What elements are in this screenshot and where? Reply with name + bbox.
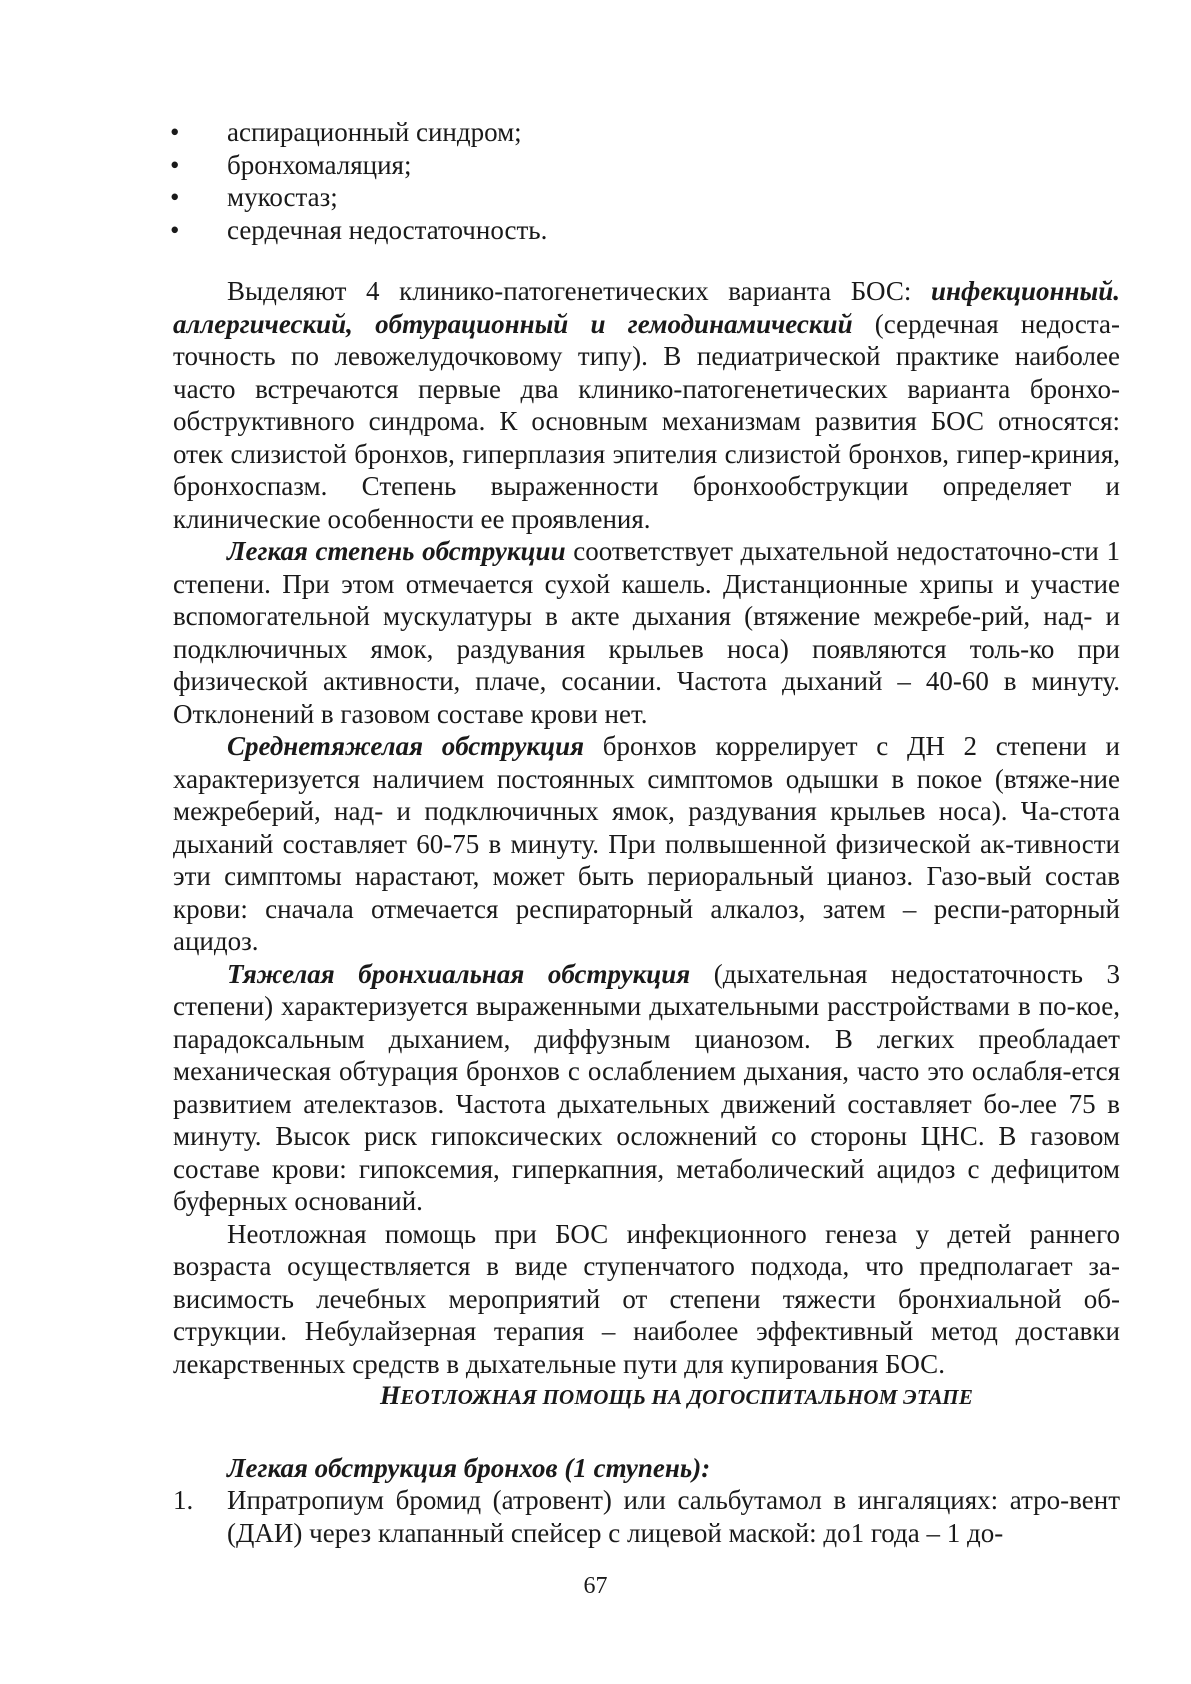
list-item bbox=[0, 116, 1191, 149]
bullet-symbol: • bbox=[170, 149, 180, 180]
list-item-text: сердечная недостаточность. bbox=[227, 214, 548, 245]
body-text bbox=[173, 275, 1120, 1549]
paragraph-bos-variants bbox=[173, 275, 1120, 535]
paragraph-rest: (дыхательная недостаточность 3 степени) характеризуется выраженными дыхательными расстройствами в по-кое, парадоксальным дыханием, диффузным цианозом. В легких преобладает механическая обтурация бронхов с ослаблением дыхания, часто это ослабля-ется развитием ателектазов. Частота дыхательных движений составляет бо-лее 75 в минуту. Высок риск гипоксических осложнений со стороны ЦНС. В газовом составе крови: гипоксемия, гиперкапния, метаболический ацидоз с дефицитом буферных оснований. bbox=[173, 958, 1120, 1216]
list-item-text: аспирационный синдром; bbox=[227, 117, 522, 147]
section-heading-rest: ЕОТЛОЖНАЯ ПОМОЩЬ НА ДОГОСПИТАЛЬНОМ ЭТАПЕ bbox=[400, 1385, 974, 1409]
paragraph-rest: соответствует дыхательной недостаточно-сти 1 степени. При этом отмечается сухой кашель. Дистанционные хрипы и участие вспомогательной мускулатуры в акте дыхания (втяжение межребе-рий, над- и подключичных ямок, раздувания крыльев носа) появляются толь-ко при физической активности, плаче, сосании. Частота дыханий – 40-60 в минуту. Отклонений в газовом составе крови нет. bbox=[173, 536, 1120, 729]
paragraph-emergency-care: Неотложная помощь при БОС инфекционного генеза у детей раннего возраста осуществляется в виде ступенчатого подхода, что предполагает за-висимость лечебных мероприятий от степени тяжести бронхиальной об-струкции. Небулайзерная терапия – наиболее эффективный метод доставки лекарственных средств в дыхательные пути для купирования БОС. bbox=[173, 1218, 1120, 1379]
list-item bbox=[0, 214, 1191, 247]
bullet-symbol: • bbox=[170, 214, 180, 245]
paragraph-severe-obstruction bbox=[173, 958, 1120, 1218]
paragraph-rest: (сердечная недоста-точность по левожелудочковому типу). В педиатрической практике наиболее часто встречаются первые два клинико-патогенетических варианта бронхо-обструктивного синдрома. К основным механизмам развития БОС относятся: отек слизистой бронхов, гиперплазия эпителия слизистой бронхов, гипер-криния, бронхоспазм. Степень выраженности бронхообструкции определяет и клинические особенности ее проявления. bbox=[173, 308, 1120, 534]
bullet-symbol: • bbox=[170, 117, 180, 147]
list-item bbox=[0, 149, 1191, 182]
numbered-item-text: Ипратропиум бромид (атровент) или сальбутамол в ингаляциях: атро-вент (ДАИ) через клапанный спейсер с лицевой маской: до1 года – 1 до- bbox=[227, 1485, 1120, 1548]
section-heading-first-letter: Н bbox=[379, 1381, 401, 1410]
list-item-text: мукостаз; bbox=[227, 182, 338, 212]
bullet-symbol: • bbox=[170, 182, 180, 212]
bullet-list bbox=[0, 116, 1191, 246]
numbered-item bbox=[173, 1484, 1120, 1549]
emphasis-severe: Тяжелая бронхиальная обструкция bbox=[227, 958, 691, 989]
emphasis-moderate: Среднетяжелая обструкция bbox=[227, 731, 585, 761]
paragraph-mild-obstruction bbox=[173, 535, 1120, 730]
list-item bbox=[0, 181, 1191, 214]
list-item-text: бронхомаляция; bbox=[227, 149, 412, 180]
section-heading bbox=[173, 1380, 1120, 1414]
paragraph-lead: Выделяют 4 клинико-патогенетических варианта БОС: bbox=[227, 276, 931, 306]
emphasis-variants: инфекционный. аллергический, обтурационный и гемодинамический bbox=[173, 276, 1120, 339]
paragraph-rest: бронхов коррелирует с ДН 2 степени и характеризуется наличием постоянных симптомов одышки в покое (втяже-ние межреберий, над- и подключичных ямок, раздувания крыльев носа). Ча-стота дыханий составляет 60-75 в минуту. При полвышенной физической ак-тивности эти симптомы нарастают, может быть периоральный цианоз. Газо-вый состав крови: сначала отмечается респираторный алкалоз, затем – респи-раторный ацидоз. bbox=[173, 731, 1120, 956]
emphasis-mild: Легкая степень обструкции bbox=[227, 536, 566, 566]
paragraph-moderate-obstruction bbox=[173, 730, 1120, 958]
page-number: 67 bbox=[583, 1573, 608, 1599]
numbered-item-label: 1. bbox=[173, 1485, 194, 1515]
sub-heading: Легкая обструкция бронхов (1 ступень): bbox=[227, 1452, 711, 1483]
